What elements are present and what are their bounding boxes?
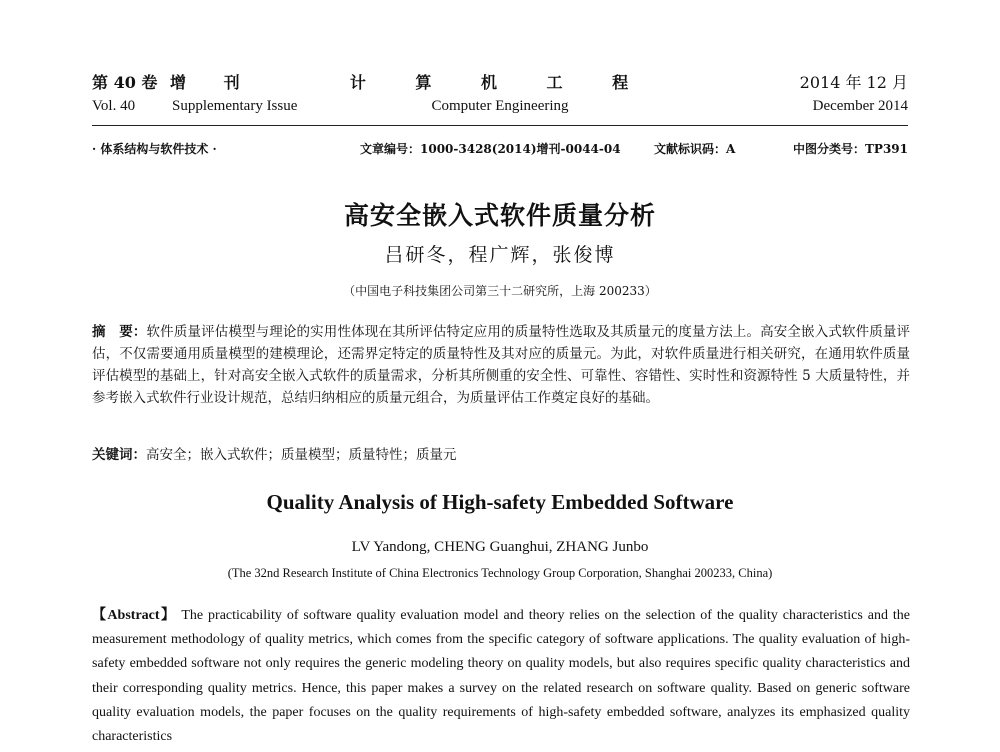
abstract-text-en: The practicability of software quality evaluation model and theory relies on the selection of the quality characteristics and the measurement methodology of quality metrics, which comes from the specific category of software applications. The quality evaluation of high-safety embedded software not only requires the generic modeling theory on quality models, but also requires specific quality characteristics and their corresponding quality metrics. Hence, this paper makes a survey on the related research on software quality. Based on generic software quality evaluation models, the paper focuses on the quality requirements of high-safety embedded software, analyzes its emphasized quality characteristics [92, 608, 910, 745]
abstract-en [92, 604, 910, 749]
issue-cn: 增 刊 [170, 73, 256, 92]
keywords-label-cn: 关键词： [92, 447, 146, 463]
authors-cn: 吕研冬，程广辉，张俊博 [384, 244, 616, 266]
abstract-label-en: 【Abstract】 [92, 608, 177, 623]
abstract-cn [92, 321, 910, 409]
header-rule [92, 125, 908, 126]
date-cn: 2014 年 12 月 [799, 73, 908, 92]
header-center [92, 72, 908, 118]
abstract-text-cn: 软件质量评估模型与理论的实用性体现在其所评估特定应用的质量特性选取及其质量元的度量方法上。高安全嵌入式软件质量评估，不仅需要通用质量模型的建模理论，还需界定特定的质量特性及其对应的质量元。为此，对软件质量进行相关研究，在通用软件质量评估模型的基础上，针对高安全嵌入式软件的质量需求，分析其所侧重的安全性、可靠性、容错性、实时性和资源特性 5 大质量特性，并参考嵌入式软件行业设计规范，总结归纳相应的质量元组合，为质量评估工作奠定良好的基础。 [92, 324, 911, 406]
keywords-cn [92, 444, 910, 466]
abstract-label-cn: 摘 要： [92, 324, 147, 340]
article-number: 文章编号：1000-3428(2014)增刊-0044-04 [360, 142, 621, 156]
title-cn: 高安全嵌入式软件质量分析 [343, 201, 656, 230]
clc-number: 中图分类号：TP391 [792, 142, 908, 156]
affiliation-en: (The 32nd Research Institute of China Electronics Technology Group Corporation, Shanghai 200233, China) [227, 566, 773, 580]
running-header [92, 72, 908, 122]
date-en: December 2014 [812, 98, 908, 114]
header-right [800, 72, 908, 118]
document-code: 文献标识码：A [654, 142, 736, 156]
issue-en: Supplementary Issue [172, 98, 298, 114]
section-label: · 体系结构与软件技术 · [92, 142, 217, 156]
journal-name-en: Computer Engineering [431, 98, 569, 114]
volume-cn: 第 40 卷 [92, 73, 158, 92]
journal-name-cn: 计 算 机 工 程 [349, 73, 651, 92]
affiliation-cn: （中国电子科技集团公司第三十二研究所，上海 200233） [343, 284, 657, 298]
keywords-text-cn: 高安全；嵌入式软件；质量模型；质量特性；质量元 [146, 447, 457, 463]
volume-en: Vol. 40 [92, 98, 136, 114]
authors-en: LV Yandong, CHENG Guanghui, ZHANG Junbo [351, 539, 649, 555]
title-en: Quality Analysis of High-safety Embedded Software [266, 490, 734, 514]
